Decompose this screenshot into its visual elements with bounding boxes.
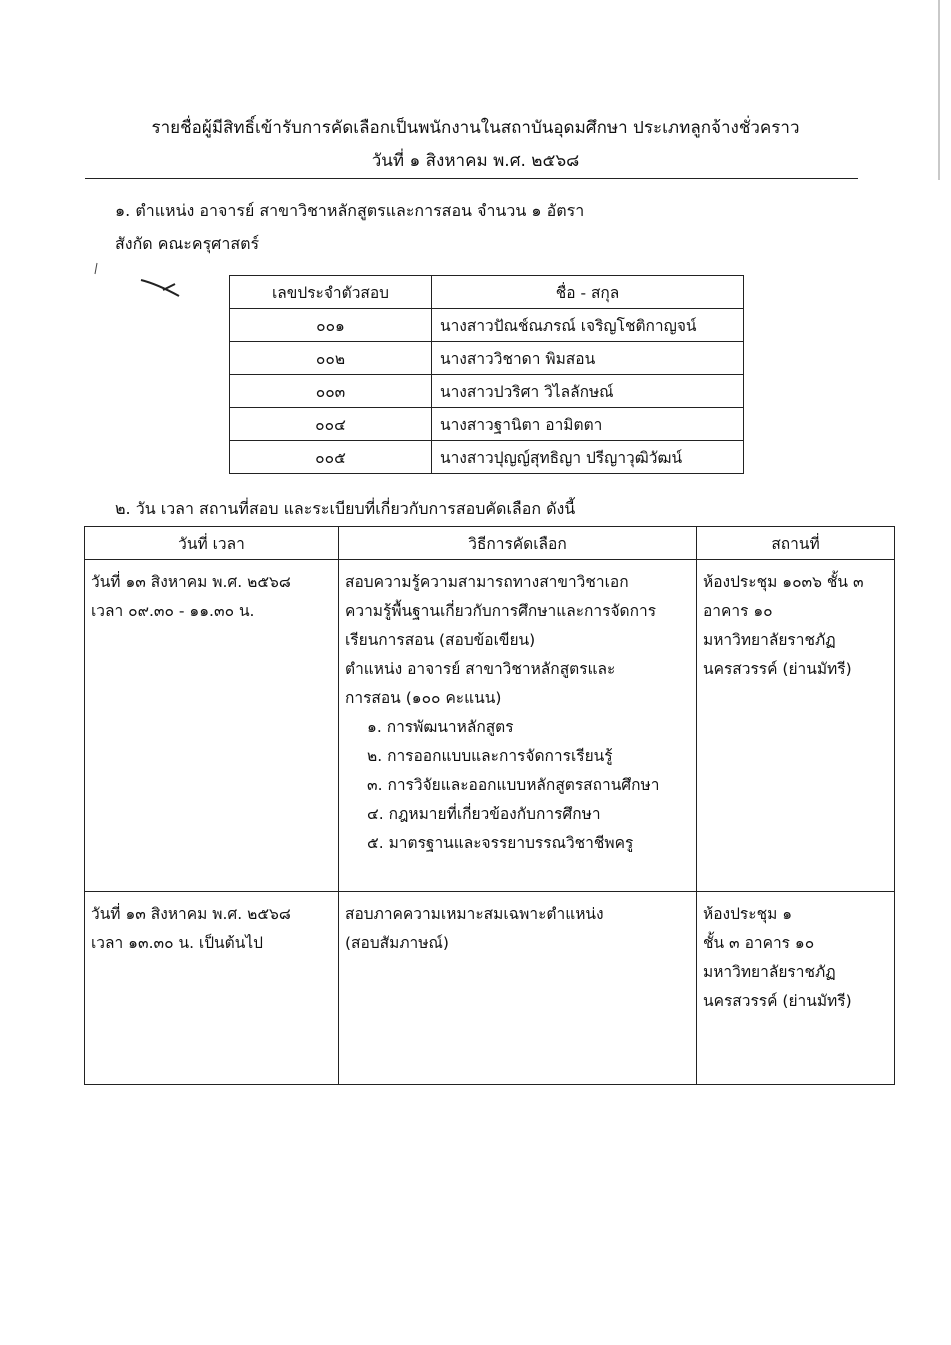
table-row: [85, 560, 895, 892]
exam-id-cell: ๐๐๓: [230, 375, 432, 408]
exam-id-cell: ๐๐๔: [230, 408, 432, 441]
name-cell: นางสาวปัณช์ณภรณ์ เจริญโชติกาญจน์: [432, 309, 744, 342]
candidate-table: [229, 275, 744, 474]
document-date: วันที่ ๑ สิงหาคม พ.ศ. ๒๕๖๘: [371, 151, 580, 171]
section2-heading: ๒. วัน เวลา สถานที่สอบ และระเบียบที่เกี่ยวกับการสอบคัดเลือก ดังนี้: [115, 499, 576, 518]
method-line: ตำแหน่ง อาจารย์ สาขาวิชาหลักสูตรและ: [345, 660, 616, 678]
table-row: [230, 309, 744, 342]
exam-topic-item: ๑. การพัฒนาหลักสูตร: [367, 718, 514, 736]
name-cell: นางสาวปุญญ์สุทธิญา ปรีญาวุฒิวัฒน์: [432, 441, 744, 474]
header-place: สถานที่: [697, 527, 895, 560]
place-line: นครสวรรค์ (ย่านมัทรี): [703, 992, 852, 1010]
place-line: อาคาร ๑๐: [703, 602, 773, 620]
date-time-cell: [85, 892, 339, 1085]
name-cell: นางสาวปวริศา วิไลลักษณ์: [432, 375, 744, 408]
place-line: นครสวรรค์ (ย่านมัทรี): [703, 660, 852, 678]
exam-topic-item: ๒. การออกแบบและการจัดการเรียนรู้: [367, 747, 613, 765]
name-cell: นางสาวฐานิตา อามิตตา: [432, 408, 744, 441]
exam-topic-item: ๕. มาตรฐานและจรรยาบรรณวิชาชีพครู: [367, 834, 634, 852]
method-line: (สอบสัมภาษณ์): [345, 934, 449, 952]
place-line: ชั้น ๓ อาคาร ๑๐: [703, 934, 815, 952]
pen-stroke-mark: [135, 272, 185, 302]
section1-affiliation: สังกัด คณะครุศาสตร์: [115, 234, 260, 253]
exam-schedule-table: [84, 526, 895, 1085]
place-line: มหาวิทยาลัยราชภัฏ: [703, 963, 836, 981]
exam-topic-item: ๓. การวิจัยและออกแบบหลักสูตรสถานศึกษา: [367, 776, 660, 794]
exam-date: วันที่ ๑๓ สิงหาคม พ.ศ. ๒๕๖๘: [91, 905, 291, 923]
section1-heading: ๑. ตำแหน่ง อาจารย์ สาขาวิชาหลักสูตรและการสอน จำนวน ๑ อัตรา: [115, 201, 585, 220]
place-line: ห้องประชุม ๑: [703, 905, 793, 923]
schedule-table-header: [85, 527, 895, 560]
place-cell: [697, 892, 895, 1085]
date-time-cell: [85, 560, 339, 892]
place-line: ห้องประชุม ๑๐๓๖ ชั้น ๓: [703, 573, 864, 591]
method-line: สอบความรู้ความสามารถทางสาขาวิชาเอก: [345, 573, 629, 591]
table-row: [85, 892, 895, 1085]
header-method: วิธีการคัดเลือก: [339, 527, 697, 560]
table-row: [230, 375, 744, 408]
document-title: รายชื่อผู้มีสิทธิ์เข้ารับการคัดเลือกเป็นพนักงานในสถาบันอุดมศึกษา ประเภทลูกจ้างชั่วคราว: [151, 118, 800, 138]
method-cell: [339, 560, 697, 892]
exam-id-cell: ๐๐๒: [230, 342, 432, 375]
pen-tick-mark: [92, 262, 100, 276]
method-line: เรียนการสอน (สอบข้อเขียน): [345, 631, 536, 649]
table-row: [230, 408, 744, 441]
method-cell: [339, 892, 697, 1085]
place-cell: [697, 560, 895, 892]
header-exam-id: เลขประจำตัวสอบ: [230, 276, 432, 309]
method-line: ความรู้พื้นฐานเกี่ยวกับการศึกษาและการจัดการ: [345, 602, 657, 620]
header-full-name: ชื่อ - สกุล: [432, 276, 744, 309]
exam-date: วันที่ ๑๓ สิงหาคม พ.ศ. ๒๕๖๘: [91, 573, 291, 591]
place-line: มหาวิทยาลัยราชภัฏ: [703, 631, 836, 649]
name-cell: นางสาววิชาดา พิมสอน: [432, 342, 744, 375]
candidate-table-header: [230, 276, 744, 309]
method-line: การสอน (๑๐๐ คะแนน): [345, 689, 502, 707]
table-row: [230, 342, 744, 375]
header-date-time: วันที่ เวลา: [85, 527, 339, 560]
exam-topic-item: ๔. กฎหมายที่เกี่ยวข้องกับการศึกษา: [367, 805, 601, 823]
exam-id-cell: ๐๐๕: [230, 441, 432, 474]
title-divider: [85, 178, 858, 179]
table-row: [230, 441, 744, 474]
exam-time: เวลา ๑๓.๓๐ น. เป็นต้นไป: [91, 934, 263, 952]
exam-time: เวลา ๐๙.๓๐ - ๑๑.๓๐ น.: [91, 602, 255, 620]
exam-id-cell: ๐๐๑: [230, 309, 432, 342]
method-line: สอบภาคความเหมาะสมเฉพาะตำแหน่ง: [345, 905, 604, 923]
